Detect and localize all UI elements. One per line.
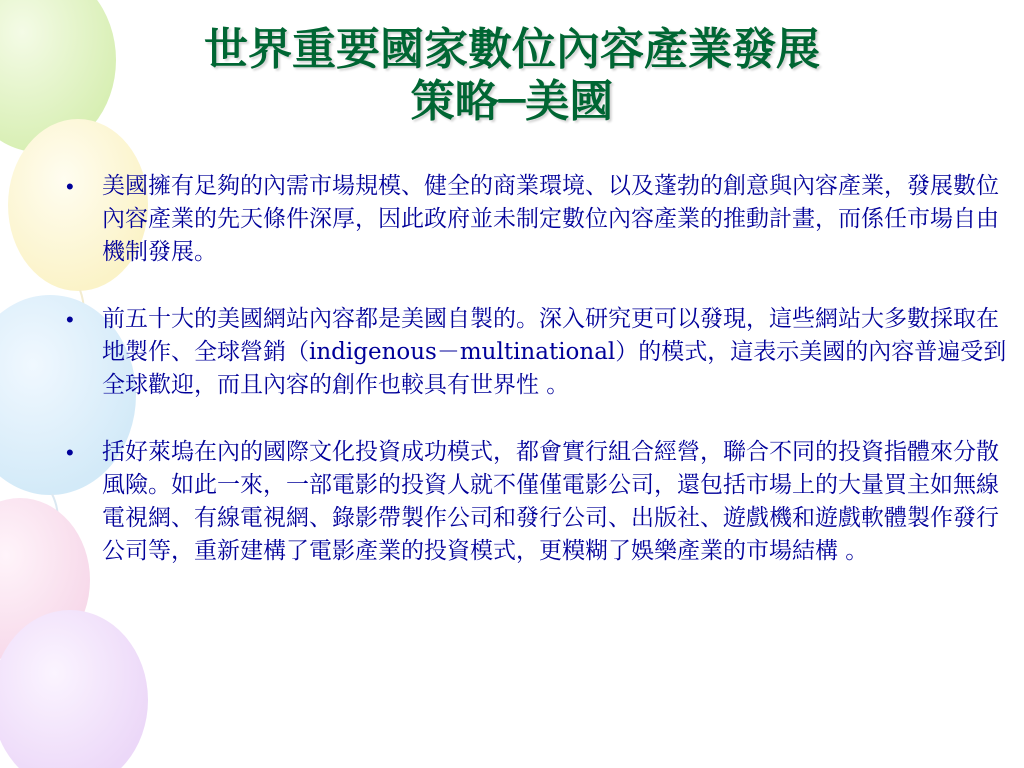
bullet-marker-icon: • <box>66 174 74 199</box>
bullet-marker-icon: • <box>66 440 74 465</box>
slide-title-line-1: 世界重要國家數位內容產業發展 <box>204 24 820 75</box>
bullet-text-1: 美國擁有足夠的內需市場規模、健全的商業環境、以及蓬勃的創意與內容產業，發展數位內容產業的先天條件深厚，因此政府並未制定數位內容產業的推動計畫，而係任市場自由機制發展。 <box>102 173 999 265</box>
bullet-marker-icon: • <box>66 307 74 332</box>
bullet-item-2 <box>66 303 1010 402</box>
slide-title-line-2: 策略─美國 <box>410 76 614 127</box>
bullet-text-2: 前五十大的美國網站內容都是美國自製的。深入研究更可以發現，這些網站大多數採取在地製作、全球營銷（indigenous－multinational）的模式，這表示美國的內容普遍受到全球歡迎，而且內容的創作也較具有世界性 。 <box>102 306 1007 398</box>
bullet-item-1 <box>66 170 1010 269</box>
slide-title <box>40 24 984 128</box>
purple-balloon <box>0 610 148 768</box>
bullet-text-3: 括好萊塢在內的國際文化投資成功模式，都會實行組合經營，聯合不同的投資指體來分散風險。如此一來，一部電影的投資人就不僅僅電影公司，還包括市場上的大量買主如無線電視網、有線電視網、錄影帶製作公司和發行公司、出版社、遊戲機和遊戲軟體製作發行公司等，重新建構了電影產業的投資模式，更糢糊了娛樂產業的市場結構 。 <box>102 439 999 564</box>
bullet-list <box>66 170 1010 602</box>
bullet-item-3 <box>66 436 1010 568</box>
